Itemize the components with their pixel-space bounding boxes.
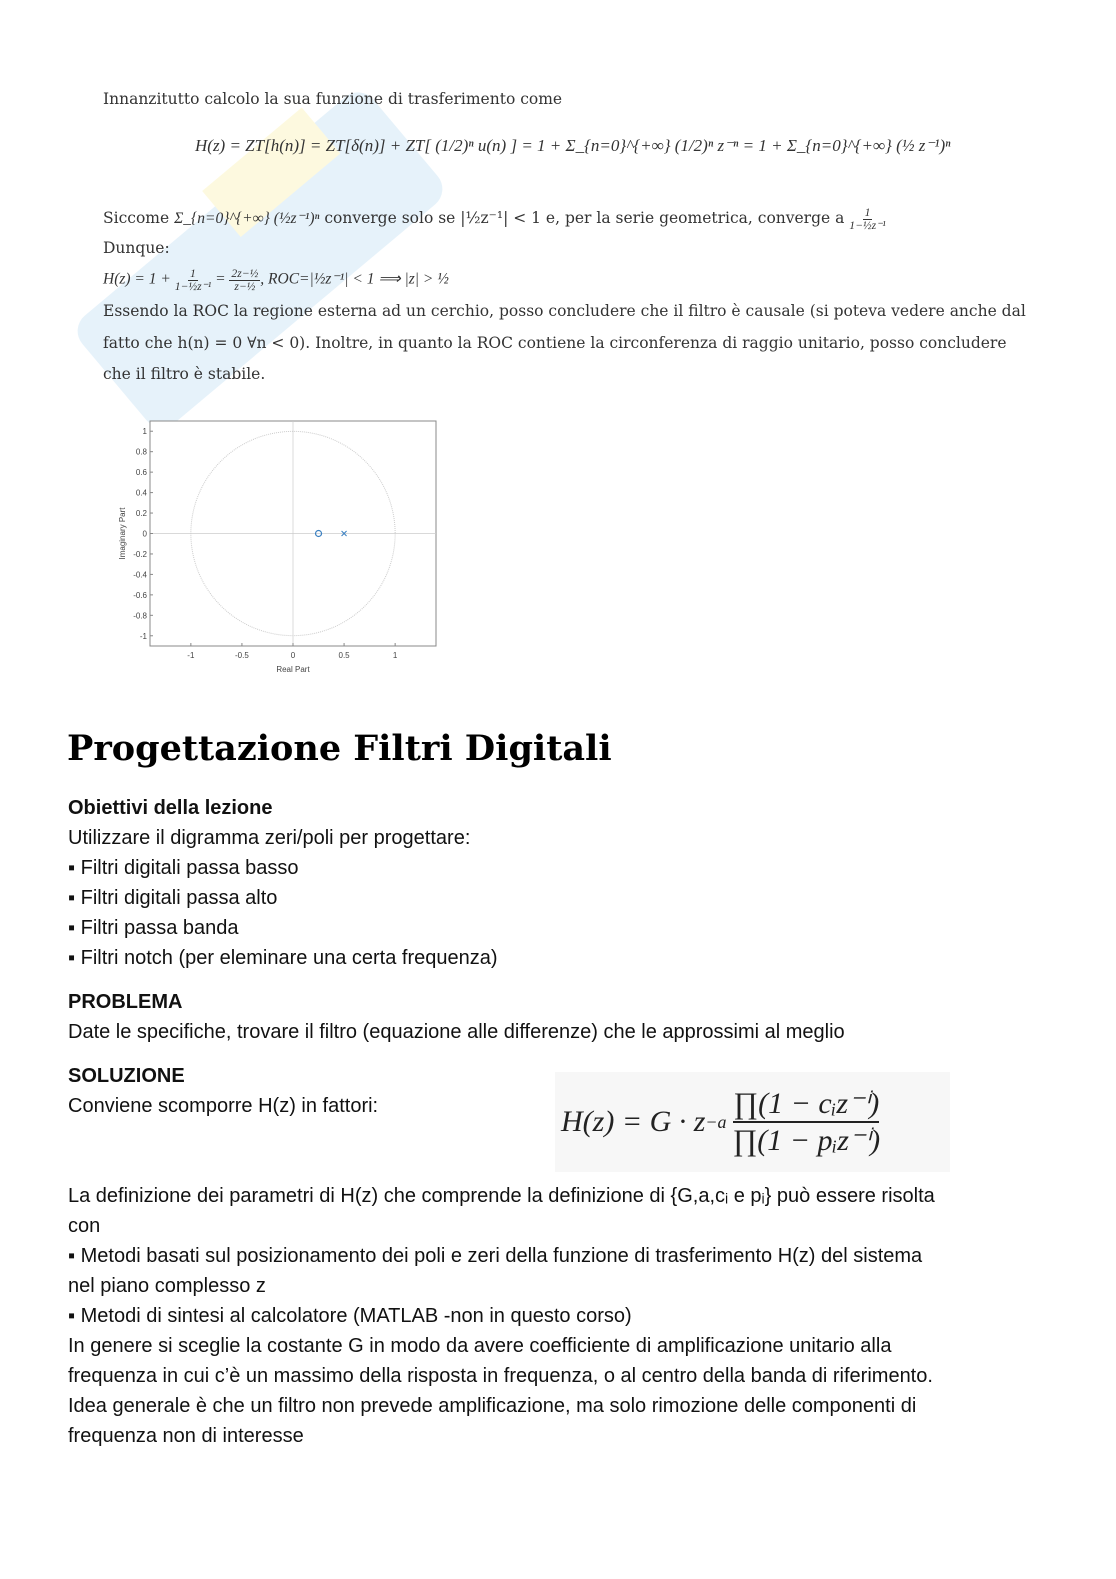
- body-line: frequenza non di interesse: [68, 1425, 304, 1447]
- watermark-logo: [30, 60, 490, 460]
- list-item: ▪ Filtri digitali passa basso: [68, 857, 299, 879]
- equation-result: [103, 268, 449, 292]
- y-axis-label: Imaginary Part: [118, 507, 127, 560]
- y-tick-label: -0.6: [133, 590, 147, 600]
- body-line: nel piano complesso z: [68, 1275, 266, 1297]
- y-tick-label: -0.8: [133, 611, 147, 621]
- y-tick-label: -0.2: [133, 549, 147, 559]
- page-heading: Progettazione Filtri Digitali: [67, 728, 612, 769]
- y-tick-label: 0: [142, 529, 147, 539]
- body-line: ▪ Metodi di sintesi al calcolatore (MATLAB -non in questo corso): [68, 1305, 632, 1327]
- eq2-b: , ROC=|½z⁻¹| < 1 ⟹ |z| >: [260, 270, 438, 288]
- dunque-text: Dunque:: [103, 239, 170, 257]
- y-tick-label: -1: [139, 631, 147, 641]
- soluzione-text: Conviene scomporre H(z) in fattori:: [68, 1095, 379, 1117]
- y-tick-label: 0.2: [135, 509, 147, 519]
- body-line: frequenza in cui c’è un massimo della risposta in frequenza, o al centro della banda di riferimento.: [68, 1365, 933, 1387]
- body-line: con: [68, 1215, 101, 1237]
- y-tick-label: 0.6: [135, 468, 147, 478]
- body-line: ▪ Metodi basati sul posizionamento dei poli e zeri della funzione di trasferimento H(z) del sistema: [68, 1245, 923, 1267]
- eq2-eq: =: [215, 270, 226, 288]
- eq2-half: ½: [437, 270, 449, 288]
- x-axis-label: Real Part: [276, 665, 310, 674]
- formula-fraction: [733, 1086, 881, 1158]
- problema-text: Date le specifiche, trovare il filtro (equazione alle differenze) che le approssimi al meglio: [68, 1021, 845, 1043]
- frac-num: 2z−½: [231, 267, 259, 280]
- obiettivi-title: Obiettivi della lezione: [68, 797, 273, 819]
- intro-text: Innanzitutto calcolo la sua funzione di trasferimento come: [103, 90, 563, 108]
- problema-title: PROBLEMA: [68, 991, 183, 1013]
- factored-transfer-function: [555, 1072, 950, 1172]
- siccome-a: Siccome: [103, 209, 170, 228]
- formula-lhs: H(z) = G · z: [561, 1105, 706, 1138]
- body-line: Idea generale è che un filtro non prevede amplificazione, ma solo rimozione delle componenti di: [68, 1395, 917, 1417]
- para1-line2: fatto che h(n) = 0 ∀n < 0). Inoltre, in quanto la ROC contiene la circonferenza di raggio unitario, posso concludere: [103, 334, 1007, 352]
- siccome-line: [103, 207, 886, 231]
- formula-den: ∏(1 − pᵢz⁻ⁱ): [732, 1124, 881, 1157]
- x-tick-label: -0.5: [235, 651, 249, 660]
- frac-num: 1: [190, 267, 196, 280]
- soluzione-title: SOLUZIONE: [68, 1065, 185, 1087]
- list-item: ▪ Filtri digitali passa alto: [68, 887, 278, 909]
- pole-zero-plot: [100, 410, 450, 680]
- x-tick-label: 1: [392, 651, 398, 660]
- x-tick-label: 0: [290, 651, 296, 660]
- body-line: La definizione dei parametri di H(z) che comprende la definizione di {G,a,cᵢ e pᵢ} può essere risolta: [68, 1185, 935, 1207]
- frac-den: 1−½z⁻¹: [174, 279, 212, 293]
- y-tick-label: 0.8: [135, 447, 147, 457]
- formula-exponent: −a: [705, 1111, 727, 1132]
- list-item: ▪ Filtri notch (per eleminare una certa frequenza): [68, 947, 498, 969]
- body-line: In genere si sceglie la costante G in modo da avere coefficiente di amplificazione unitario alla: [68, 1335, 892, 1357]
- y-tick-label: 1: [142, 427, 147, 437]
- frac-num: 1: [864, 206, 871, 219]
- frac-den: z−½: [234, 279, 256, 293]
- siccome-b: converge solo se |½z⁻¹| < 1 e, per la serie geometrica, converge a: [324, 209, 845, 228]
- equation-transfer-function: H(z) = ZT[h(n)] = ZT[δ(n)] + ZT[ (1/2)ⁿ u(n) ] = 1 + Σ_{n=0}^{+∞} (1/2)ⁿ z⁻ⁿ = 1 + Σ_{n=0}^{+∞} (½ z⁻¹)ⁿ: [195, 136, 951, 155]
- list-item: ▪ Filtri passa banda: [68, 917, 239, 939]
- x-tick-label: 0.5: [338, 651, 350, 660]
- siccome-fraction: [849, 207, 885, 231]
- eq2-frac1: [175, 268, 211, 292]
- formula-num: ∏(1 − cᵢz⁻ⁱ): [733, 1086, 879, 1123]
- obiettivi-intro: Utilizzare il digramma zeri/poli per progettare:: [68, 827, 471, 849]
- x-tick-label: -1: [187, 651, 195, 660]
- siccome-sum: Σ_{n=0}^{+∞} (½z⁻¹)ⁿ: [174, 210, 320, 228]
- y-tick-label: 0.4: [135, 488, 147, 498]
- eq2-a: H(z) = 1 +: [103, 270, 171, 288]
- eq2-frac2: [229, 268, 260, 292]
- y-tick-label: -0.4: [133, 570, 147, 580]
- para1-line3: che il filtro è stabile.: [103, 365, 266, 383]
- para1-line1: Essendo la ROC la regione esterna ad un cerchio, posso concludere che il filtro è causale (si poteva vedere anche dal: [103, 302, 1026, 320]
- frac-den: 1−½z⁻¹: [849, 218, 886, 232]
